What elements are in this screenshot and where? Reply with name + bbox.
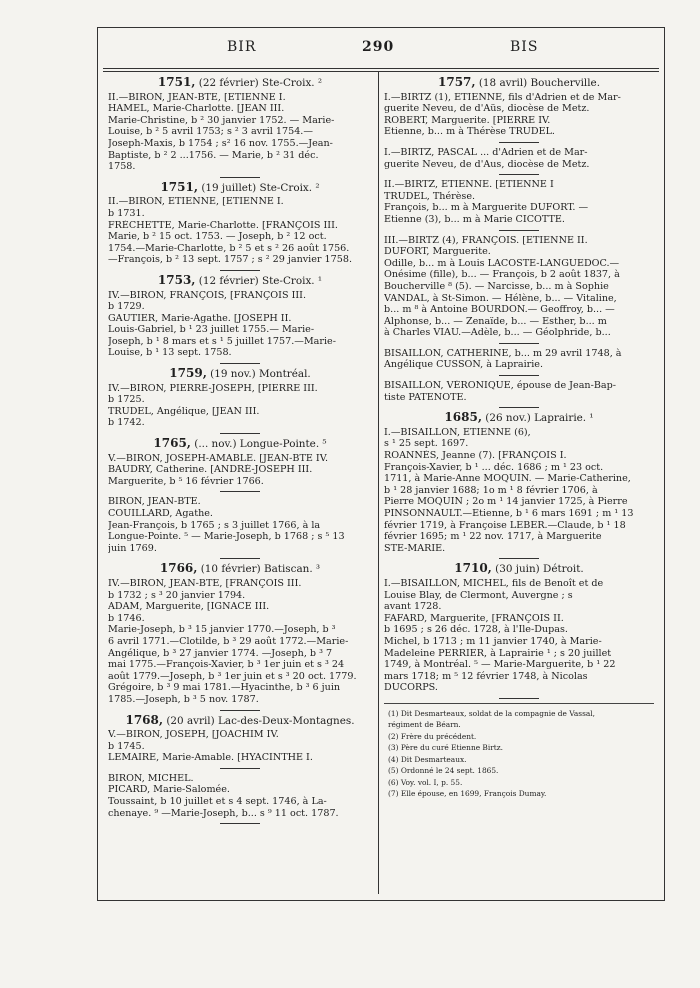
entry-line: Etienne (3), b... m à Marie CICOTTE. xyxy=(384,213,565,225)
entry-separator xyxy=(220,177,260,178)
page-header xyxy=(97,33,665,61)
entry-separator xyxy=(499,230,539,231)
entry-line: PICARD, Marie-Salomée. xyxy=(108,784,230,796)
marriage-date xyxy=(108,563,372,576)
entry-line: 1749, à Montréal. ⁵ — Marie-Marguerite, b ¹ 22 xyxy=(384,659,616,671)
entry-line: BISAILLON, VÉRONIQUE, épouse de Jean-Bap- xyxy=(384,380,616,392)
genealogy-entry xyxy=(108,179,372,266)
marriage-place: (18 avril) Boucherville. xyxy=(475,77,600,89)
entry-line: Onésime (fille), b... — François, b 2 août 1837, à xyxy=(384,269,620,281)
entry-line: BIRON, MICHEL. xyxy=(108,772,194,784)
footnote: régiment de Béarn. xyxy=(388,720,461,730)
header-left: BIR xyxy=(227,39,257,55)
marriage-date xyxy=(108,77,372,90)
entry-line: Joseph, b ¹ 8 mars et s ¹ 5 juillet 1757.—Marie- xyxy=(108,335,336,347)
entry-line: Toussaint, b 10 juillet et s 4 sept. 1746, à La- xyxy=(108,796,327,808)
entry-line: Odille, b... m à Louis LACOSTE-LANGUEDOC.— xyxy=(384,257,620,269)
entry-line: HAMEL, Marie-Charlotte. [JEAN III. xyxy=(108,103,285,115)
marriage-year: 1768, xyxy=(125,712,164,727)
entry-line: avant 1728. xyxy=(384,601,442,613)
marriage-place: (... nov.) Longue-Pointe. ⁵ xyxy=(190,438,327,451)
entry-line: IV.—BIRON, PIERRE-JOSEPH, [PIERRE III. xyxy=(108,382,318,394)
entry-line: GAUTIER, Marie-Agathe. [JOSEPH II. xyxy=(108,312,292,324)
entry-line: V.—BIRON, JOSEPH, [JOACHIM IV. xyxy=(108,729,279,741)
page-number: 290 xyxy=(362,39,395,55)
entry-line: Pierre MOQUIN ; 2o m ¹ 14 janvier 1725, à Pierre xyxy=(384,496,628,508)
entry-line: b ¹ 28 janvier 1688; 1o m ¹ 8 février 1706, à xyxy=(384,484,598,496)
entry-line: Marie-Joseph, b ³ 15 janvier 1770.—Joseph, b ³ xyxy=(108,624,336,636)
marriage-place: (19 juillet) Ste-Croix. ² xyxy=(198,181,320,194)
entry-line: Louise, b ² 5 avril 1753; s ² 3 avril 1754.— xyxy=(108,126,313,138)
entry-separator xyxy=(220,823,260,824)
marriage-year: 1753, xyxy=(157,272,196,287)
entry-line: DUFORT, Marguerite. xyxy=(384,246,491,258)
genealogy-entry xyxy=(108,368,372,429)
entry-line: BIRON, JEAN-BTE. xyxy=(108,496,201,508)
entry-separator xyxy=(499,375,539,376)
entry-line: à Charles VIAU.—Adèle, b... — Géolphride, b... xyxy=(384,327,611,339)
entry-separator xyxy=(220,768,260,769)
marriage-year: 1751, xyxy=(157,75,196,89)
entry-line: Louise, b ¹ 13 sept. 1758. xyxy=(108,347,232,359)
footnote: (1) Dit Desmarteaux, soldat de la compagnie de Vassal, xyxy=(388,708,596,718)
marriage-year: 1765, xyxy=(153,436,191,451)
entry-line: 1758. xyxy=(108,161,136,173)
entry-line: b 1725. xyxy=(108,394,145,406)
entry-separator xyxy=(499,558,539,559)
entry-line: Louis-Gabriel, b ¹ 23 juillet 1755.— Marie- xyxy=(108,324,315,336)
footnote: (7) Elle épouse, en 1699, François Dumay. xyxy=(388,789,547,799)
entry-line: Boucherville ⁸ (5). — Narcisse, b... m à Sophie xyxy=(384,280,609,292)
entry-line: I.—BISAILLON, MICHEL, fils de Benoît et de xyxy=(384,577,604,589)
left-column xyxy=(108,74,372,828)
footnote: (6) Voy. vol. I, p. 55. xyxy=(388,777,463,787)
entry-line: Angélique CUSSON, à Laprairie. xyxy=(384,359,544,371)
entry-line: DUCORPS. xyxy=(384,682,438,694)
entry-line: juin 1769. xyxy=(108,542,157,554)
entry-separator xyxy=(220,270,260,271)
entry-line: b 1731. xyxy=(108,207,145,219)
entry-line: Jean-François, b 1765 ; s 3 juillet 1766, à la xyxy=(108,519,321,531)
entry-line: Marie, b ² 15 oct. 1753. — Joseph, b ² 12 oct. xyxy=(108,231,327,243)
marriage-date xyxy=(108,712,372,728)
marriage-place: (26 nov.) Laprairie. ¹ xyxy=(482,412,594,425)
entry-separator xyxy=(220,558,260,559)
entry-line: Baptiste, b ² 2 ...1756. — Marie, b ² 31 déc. xyxy=(108,149,319,161)
entry-line: Joseph-Maxis, b 1754 ; s² 16 nov. 1755.—Jean- xyxy=(108,137,333,149)
footnote: (3) Père du curé Etienne Birtz. xyxy=(388,743,503,753)
footnote: (2) Frère du précédent. xyxy=(388,731,477,741)
marriage-place: (30 juin) Détroit. xyxy=(491,563,584,576)
entry-line: février 1695; m ¹ 22 nov. 1717, à Marguerite xyxy=(384,531,602,543)
marriage-date xyxy=(384,563,654,576)
entry-line: III.—BIRTZ (4), FRANÇOIS. [ETIENNE II. xyxy=(384,234,588,246)
footnote: (4) Dit Desmarteaux. xyxy=(388,754,467,764)
genealogy-entry xyxy=(108,77,372,173)
entry-line: TRUDEL, Thérèse. xyxy=(384,190,476,202)
right-column xyxy=(384,74,654,800)
entry-line: guerite Neveu, de d'Aüs, diocèse de Metz. xyxy=(384,103,590,115)
marriage-year: 1710, xyxy=(454,561,492,576)
entry-separator xyxy=(499,407,539,408)
entry-line: II.—BIRTZ, ETIENNE. [ETIENNE I xyxy=(384,179,554,191)
genealogy-entry xyxy=(384,147,654,170)
entry-line: Louise Blay, de Clermont, Auvergne ; s xyxy=(384,589,573,601)
entry-line: PINSONNAULT.—Etienne, b ¹ 6 mars 1691 ; m ¹ 13 xyxy=(384,508,634,519)
entry-line: b 1742. xyxy=(108,417,145,429)
marriage-date xyxy=(108,179,372,195)
genealogy-entry xyxy=(108,496,372,554)
footnotes xyxy=(384,703,654,800)
entry-line: Longue-Pointe. ⁵ — Marie-Joseph, b 1768 ; s ⁵ 13 xyxy=(108,531,345,543)
entry-line: août 1779.—Joseph, b ³ 1er juin et s ³ 20 oct. 1779. xyxy=(108,670,357,682)
genealogy-entry xyxy=(108,438,372,487)
entry-line: FAFARD, Marguerite, [FRANÇOIS II. xyxy=(384,612,564,624)
entry-separator xyxy=(220,491,260,492)
entry-line: François-Xavier, b ¹ ... déc. 1686 ; m ¹ 23 oct. xyxy=(384,461,604,473)
genealogy-entry xyxy=(108,712,372,764)
entry-line: 1785.—Joseph, b ³ 5 nov. 1787. xyxy=(108,693,259,705)
entry-line: 6 avril 1771.—Clotilde, b ³ 29 août 1772.—Marie- xyxy=(108,635,349,647)
entry-line: Madeleine PERRIER, à Laprairie ¹ ; s 20 juillet xyxy=(384,647,612,659)
entry-separator xyxy=(220,433,260,434)
entry-line: Michel, b 1713 ; m 11 janvier 1740, à Marie- xyxy=(384,635,602,647)
entry-line: 1754.—Marie-Charlotte, b ² 5 et s ² 26 août 1756. xyxy=(108,242,350,254)
genealogy-entry xyxy=(108,272,372,359)
marriage-year: 1751, xyxy=(160,179,199,194)
genealogy-entry xyxy=(384,563,654,694)
entry-line: TRUDEL, Angélique, [JEAN III. xyxy=(108,405,260,417)
entry-line: Etienne, b... m à Thérèse TRUDEL. xyxy=(384,126,555,138)
footnote: (5) Ordonné le 24 sept. 1865. xyxy=(388,766,499,776)
marriage-date xyxy=(384,77,654,90)
entry-line: mars 1718; m ⁵ 12 février 1748, à Nicolas xyxy=(384,670,588,682)
entry-line: LEMAIRE, Marie-Amable. [HYACINTHE I. xyxy=(108,752,313,764)
entry-line: Marguerite, b ⁵ 16 février 1766. xyxy=(108,475,264,487)
entry-line: février 1719, à Françoise LEBER.—Claude, b ¹ 18 xyxy=(384,519,626,531)
entry-line: ADAM, Marguerite, [IGNACE III. xyxy=(108,601,270,613)
genealogy-entry xyxy=(108,773,372,819)
entry-line: Marie-Christine, b ² 30 janvier 1752. — Marie- xyxy=(108,114,335,126)
entry-line: ROANNÈS, Jeanne (7). [FRANÇOIS I. xyxy=(384,450,567,462)
genealogy-entry xyxy=(384,348,654,371)
entry-line: ROBERT, Marguerite. [PIERRE IV. xyxy=(384,114,551,126)
entry-line: b 1746. xyxy=(108,612,145,624)
marriage-year: 1685, xyxy=(444,410,482,425)
entry-line: mai 1775.—François-Xavier, b ³ 1er juin et s ³ 24 xyxy=(108,659,345,671)
marriage-year: 1759, xyxy=(169,366,207,381)
entry-line: Grégoire, b ³ 9 mai 1781.—Hyacinthe, b ³ 6 juin xyxy=(108,682,341,694)
marriage-place: (12 février) Ste-Croix. ¹ xyxy=(195,274,323,287)
entry-line: chenaye. ⁹ —Marie-Joseph, b... s ⁹ 11 oct. 1787. xyxy=(108,807,339,819)
entry-line: François, b... m à Marguerite DUFORT. — xyxy=(384,202,589,214)
entry-line: Alphonse, b... — Zenaïde, b... — Esther, b... m xyxy=(384,315,607,327)
entry-line: I.—BIRTZ, PASCAL ... d'Adrien et de Mar- xyxy=(384,146,588,158)
entry-line: b 1695 ; s 26 déc. 1728, à l'Ile-Dupas. xyxy=(384,624,568,636)
genealogy-entry xyxy=(384,77,654,138)
entry-line: V.—BIRON, JOSEPH-AMABLE. [JEAN-BTE IV. xyxy=(108,452,329,464)
genealogy-entry xyxy=(384,412,654,554)
header-rule xyxy=(103,68,659,69)
header-rule-2 xyxy=(103,71,659,72)
entry-separator xyxy=(220,363,260,364)
entry-line: COUILLARD, Agathe. xyxy=(108,508,213,519)
entry-line: Angélique, b ³ 27 janvier 1774. —Joseph, b ³ 7 xyxy=(108,647,333,659)
entry-separator xyxy=(499,343,539,344)
entry-line: II.—BIRON, ETIENNE, [ETIENNE I. xyxy=(108,196,284,208)
marriage-date xyxy=(384,412,654,425)
entry-line: BISAILLON, CATHERINE, b... m 29 avril 1748, à xyxy=(384,347,622,359)
marriage-place: (20 avril) Lac-des-Deux-Montagnes. xyxy=(163,714,355,727)
entry-line: II.—BIRON, JEAN-BTE, [ETIENNE I. xyxy=(108,91,286,103)
genealogy-entry xyxy=(384,235,654,339)
marriage-year: 1766, xyxy=(159,561,198,576)
entry-line: guerite Neveu, de d'Aus, diocèse de Metz. xyxy=(384,158,590,170)
entry-line: FRÉCHETTE, Marie-Charlotte. [FRANÇOIS III. xyxy=(108,219,338,231)
entry-line: b 1729. xyxy=(108,301,145,313)
entry-line: BAUDRY, Catherine. [ANDRÉ-JOSEPH III. xyxy=(108,464,313,476)
entry-line: b... m ⁸ à Antoine BOURDON.— Geoffroy, b... — xyxy=(384,304,615,316)
entry-line: tiste PATENOTE. xyxy=(384,391,467,403)
entry-line: I.—BISAILLON, ETIENNE (6), xyxy=(384,426,531,438)
entry-line: I.—BIRTZ (1), ETIENNE, fils d'Adrien et de Mar- xyxy=(384,91,621,103)
entry-line: IV.—BIRON, FRANÇOIS, [FRANÇOIS III. xyxy=(108,289,307,301)
entry-separator xyxy=(220,710,260,711)
genealogy-entry xyxy=(108,563,372,705)
marriage-date xyxy=(108,368,372,381)
marriage-date xyxy=(108,438,372,451)
entry-separator xyxy=(499,174,539,175)
entry-line: 1711, à Marie-Anne MOQUIN. — Marie-Catherine, xyxy=(384,473,631,485)
header-right: BIS xyxy=(510,39,539,55)
entry-line: IV.—BIRON, JEAN-BTE, [FRANÇOIS III. xyxy=(108,577,302,589)
marriage-place: (19 nov.) Montréal. xyxy=(206,368,311,381)
entry-line: STE-MARIE. xyxy=(384,542,446,554)
marriage-place: (10 février) Batiscan. ³ xyxy=(197,563,321,576)
marriage-year: 1757, xyxy=(438,75,476,89)
genealogy-entry xyxy=(384,380,654,403)
entry-line: b 1745. xyxy=(108,740,145,752)
genealogy-entry xyxy=(384,179,654,225)
marriage-date xyxy=(108,272,372,288)
entry-separator xyxy=(499,698,539,699)
entry-separator xyxy=(499,142,539,143)
entry-line: —François, b ² 13 sept. 1757 ; s ² 29 janvier 1758. xyxy=(108,254,353,266)
entry-line: s ¹ 25 sept. 1697. xyxy=(384,438,469,450)
entry-line: VANDAL, à St-Simon. — Hélène, b... — Vitaline, xyxy=(384,292,617,304)
column-divider xyxy=(378,72,379,894)
marriage-place: (22 février) Ste-Croix. ² xyxy=(195,77,323,89)
entry-line: b 1732 ; s ³ 20 janvier 1794. xyxy=(108,589,246,601)
